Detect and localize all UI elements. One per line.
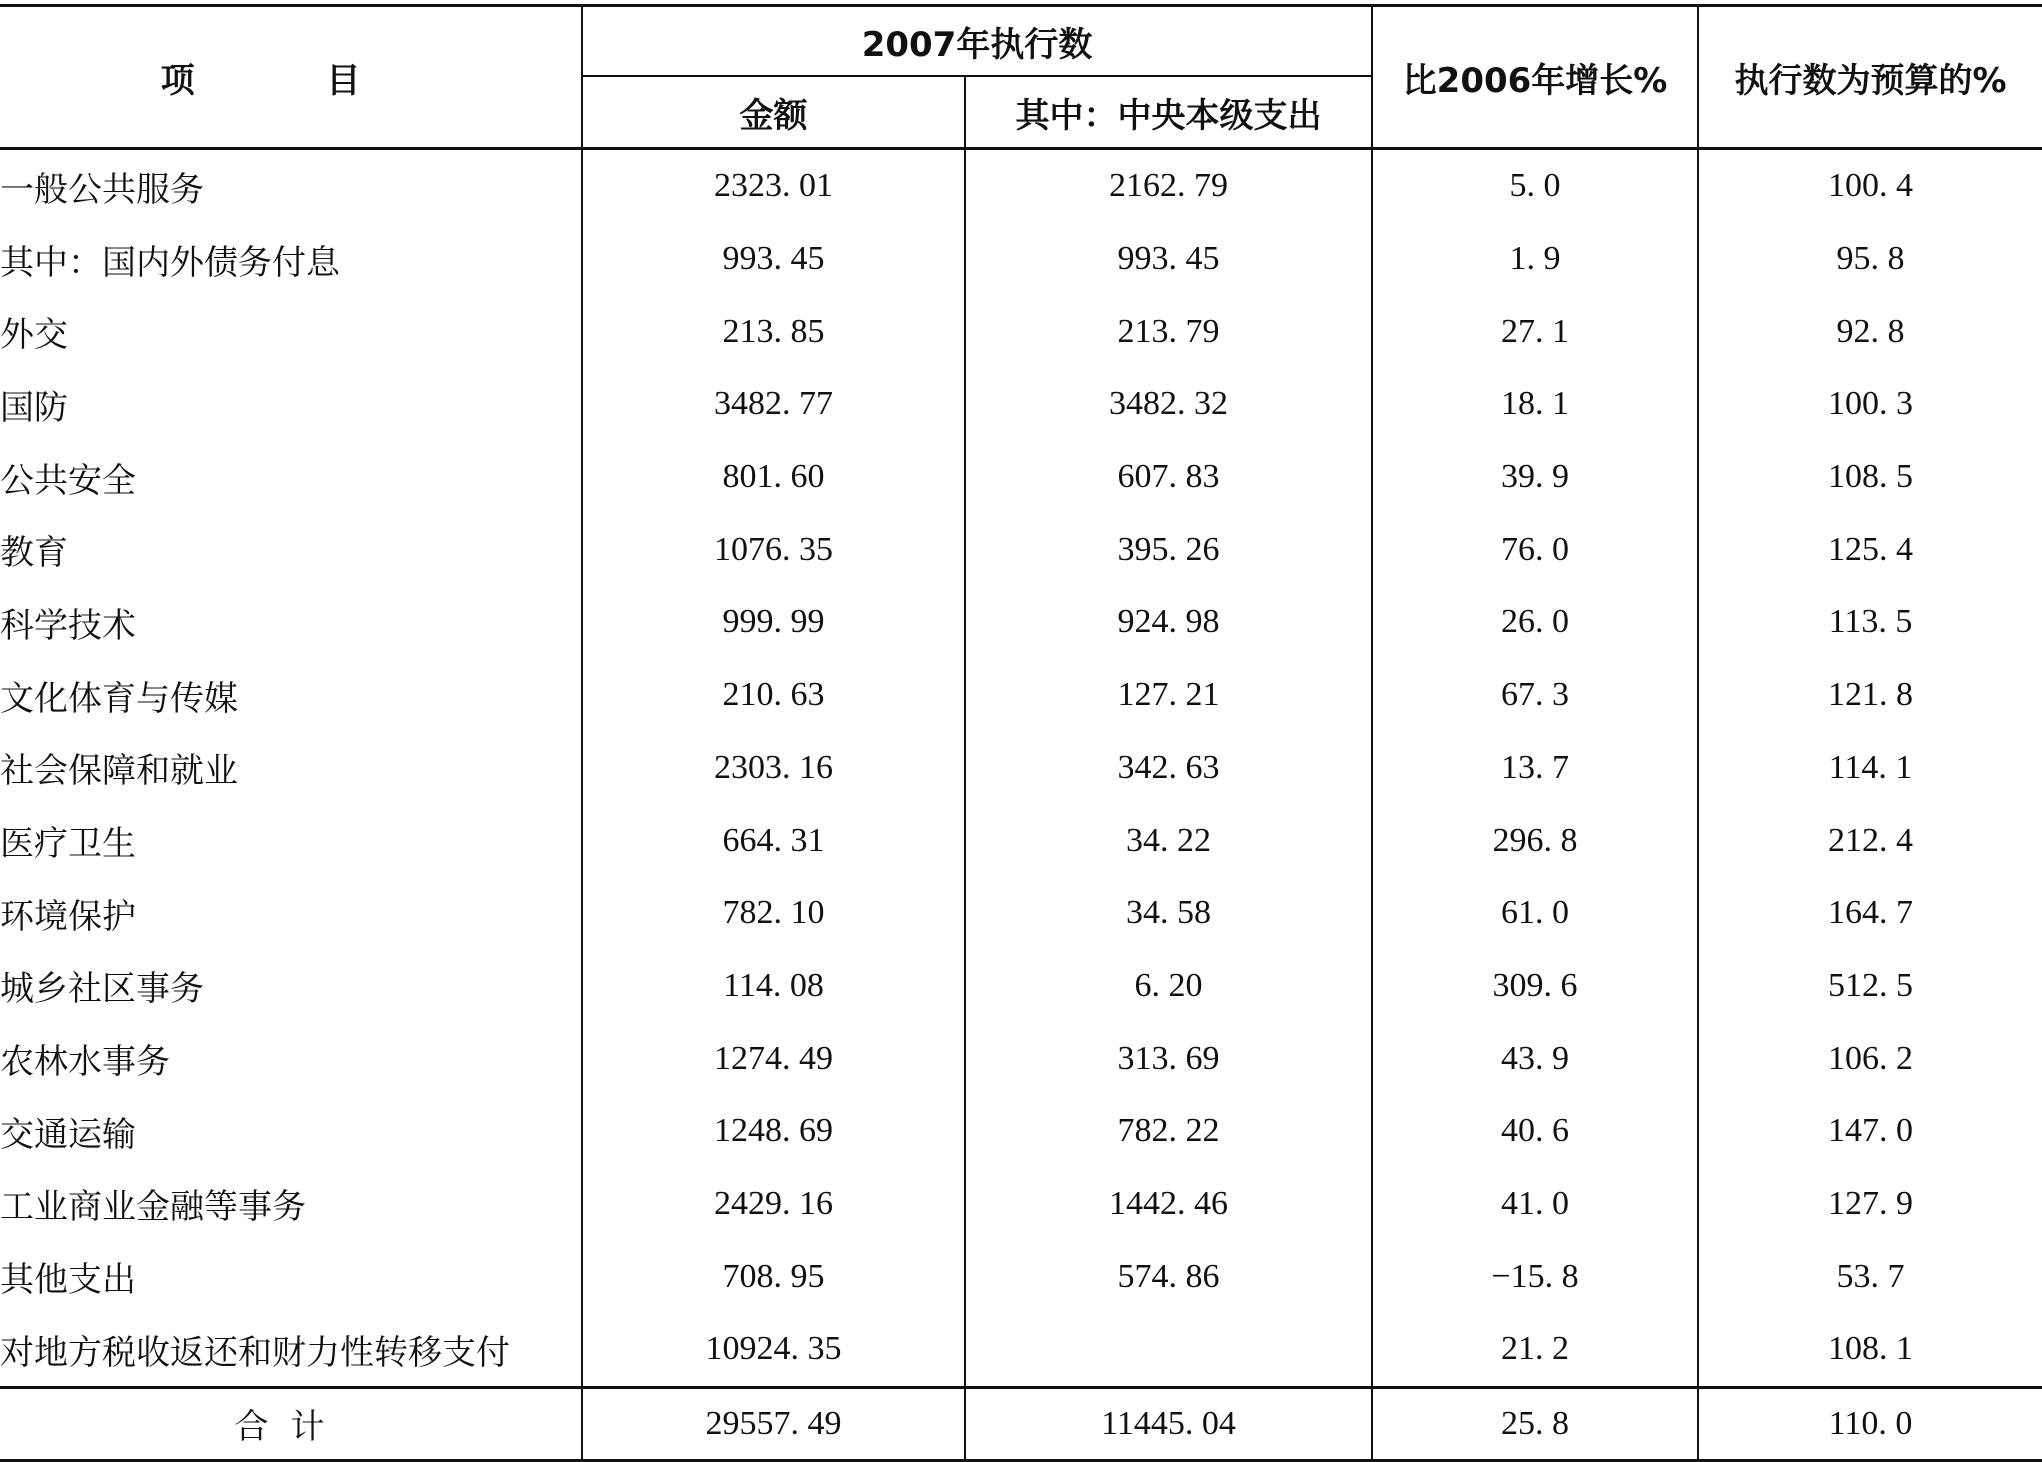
cell-growth: 76. 0 bbox=[1372, 513, 1698, 586]
cell-budget-pct: 108. 1 bbox=[1698, 1313, 2042, 1387]
cell-amount: 3482. 77 bbox=[582, 368, 965, 441]
cell-item: 对地方税收返还和财力性转移支付 bbox=[0, 1313, 582, 1387]
cell-central bbox=[965, 1313, 1372, 1387]
cell-amount: 708. 95 bbox=[582, 1240, 965, 1313]
cell-item: 科学技术 bbox=[0, 586, 582, 659]
cell-growth: 39. 9 bbox=[1372, 441, 1698, 514]
cell-central: 342. 63 bbox=[965, 732, 1372, 805]
cell-item: 交通运输 bbox=[0, 1095, 582, 1168]
cell-item: 工业商业金融等事务 bbox=[0, 1168, 582, 1241]
cell-central: 395. 26 bbox=[965, 513, 1372, 586]
cell-growth: −15. 8 bbox=[1372, 1240, 1698, 1313]
table-row bbox=[0, 877, 2042, 950]
total-amount: 29557. 49 bbox=[582, 1387, 965, 1460]
total-growth: 25. 8 bbox=[1372, 1387, 1698, 1460]
cell-growth: 18. 1 bbox=[1372, 368, 1698, 441]
cell-budget-pct: 512. 5 bbox=[1698, 950, 2042, 1023]
table-row bbox=[0, 1022, 2042, 1095]
header-item: 项 目 bbox=[0, 6, 582, 149]
cell-growth: 27. 1 bbox=[1372, 295, 1698, 368]
table-row bbox=[0, 1095, 2042, 1168]
cell-central: 2162. 79 bbox=[965, 149, 1372, 223]
cell-growth: 309. 6 bbox=[1372, 950, 1698, 1023]
cell-amount: 10924. 35 bbox=[582, 1313, 965, 1387]
cell-amount: 2303. 16 bbox=[582, 732, 965, 805]
total-label: 合计 bbox=[0, 1387, 582, 1460]
cell-item: 城乡社区事务 bbox=[0, 950, 582, 1023]
cell-growth: 13. 7 bbox=[1372, 732, 1698, 805]
table-row bbox=[0, 732, 2042, 805]
cell-amount: 999. 99 bbox=[582, 586, 965, 659]
cell-amount: 114. 08 bbox=[582, 950, 965, 1023]
table-row bbox=[0, 223, 2042, 296]
total-central: 11445. 04 bbox=[965, 1387, 1372, 1460]
cell-budget-pct: 127. 9 bbox=[1698, 1168, 2042, 1241]
cell-central: 574. 86 bbox=[965, 1240, 1372, 1313]
cell-item: 医疗卫生 bbox=[0, 804, 582, 877]
cell-item: 农林水事务 bbox=[0, 1022, 582, 1095]
cell-amount: 2323. 01 bbox=[582, 149, 965, 223]
cell-item: 社会保障和就业 bbox=[0, 732, 582, 805]
cell-amount: 210. 63 bbox=[582, 659, 965, 732]
cell-amount: 993. 45 bbox=[582, 223, 965, 296]
budget-execution-table bbox=[0, 4, 2042, 1462]
table-row bbox=[0, 950, 2042, 1023]
cell-amount: 1248. 69 bbox=[582, 1095, 965, 1168]
cell-central: 3482. 32 bbox=[965, 368, 1372, 441]
cell-budget-pct: 164. 7 bbox=[1698, 877, 2042, 950]
cell-growth: 1. 9 bbox=[1372, 223, 1698, 296]
cell-budget-pct: 92. 8 bbox=[1698, 295, 2042, 368]
cell-amount: 664. 31 bbox=[582, 804, 965, 877]
cell-growth: 26. 0 bbox=[1372, 586, 1698, 659]
cell-central: 213. 79 bbox=[965, 295, 1372, 368]
cell-amount: 782. 10 bbox=[582, 877, 965, 950]
cell-item: 其中：国内外债务付息 bbox=[0, 223, 582, 296]
cell-budget-pct: 95. 8 bbox=[1698, 223, 2042, 296]
table-body bbox=[0, 149, 2042, 1461]
table-row bbox=[0, 368, 2042, 441]
table-row bbox=[0, 295, 2042, 368]
table-row bbox=[0, 1168, 2042, 1241]
table-row bbox=[0, 441, 2042, 514]
cell-amount: 1274. 49 bbox=[582, 1022, 965, 1095]
cell-budget-pct: 147. 0 bbox=[1698, 1095, 2042, 1168]
total-budget-pct: 110. 0 bbox=[1698, 1387, 2042, 1460]
header-amount: 金额 bbox=[582, 76, 965, 149]
cell-central: 1442. 46 bbox=[965, 1168, 1372, 1241]
table-row bbox=[0, 1313, 2042, 1387]
cell-growth: 21. 2 bbox=[1372, 1313, 1698, 1387]
total-row bbox=[0, 1387, 2042, 1460]
cell-growth: 41. 0 bbox=[1372, 1168, 1698, 1241]
cell-central: 34. 58 bbox=[965, 877, 1372, 950]
cell-budget-pct: 53. 7 bbox=[1698, 1240, 2042, 1313]
cell-budget-pct: 106. 2 bbox=[1698, 1022, 2042, 1095]
cell-item: 教育 bbox=[0, 513, 582, 586]
table-row bbox=[0, 513, 2042, 586]
cell-item: 国防 bbox=[0, 368, 582, 441]
header-central-expenditure: 其中：中央本级支出 bbox=[965, 76, 1372, 149]
cell-budget-pct: 113. 5 bbox=[1698, 586, 2042, 659]
cell-budget-pct: 121. 8 bbox=[1698, 659, 2042, 732]
cell-amount: 1076. 35 bbox=[582, 513, 965, 586]
cell-growth: 40. 6 bbox=[1372, 1095, 1698, 1168]
cell-growth: 296. 8 bbox=[1372, 804, 1698, 877]
cell-item: 环境保护 bbox=[0, 877, 582, 950]
cell-item: 其他支出 bbox=[0, 1240, 582, 1313]
cell-central: 127. 21 bbox=[965, 659, 1372, 732]
table-row bbox=[0, 659, 2042, 732]
cell-growth: 43. 9 bbox=[1372, 1022, 1698, 1095]
cell-central: 782. 22 bbox=[965, 1095, 1372, 1168]
cell-central: 993. 45 bbox=[965, 223, 1372, 296]
cell-item: 外交 bbox=[0, 295, 582, 368]
cell-budget-pct: 108. 5 bbox=[1698, 441, 2042, 514]
cell-growth: 67. 3 bbox=[1372, 659, 1698, 732]
header-2007-execution: 2007年执行数 bbox=[582, 6, 1372, 77]
cell-amount: 2429. 16 bbox=[582, 1168, 965, 1241]
cell-item: 公共安全 bbox=[0, 441, 582, 514]
cell-central: 313. 69 bbox=[965, 1022, 1372, 1095]
header-execution-pct-of-budget: 执行数为预算的% bbox=[1698, 6, 2042, 149]
table-row bbox=[0, 149, 2042, 223]
cell-amount: 801. 60 bbox=[582, 441, 965, 514]
table-row bbox=[0, 586, 2042, 659]
cell-budget-pct: 125. 4 bbox=[1698, 513, 2042, 586]
header-growth-vs-2006: 比2006年增长% bbox=[1372, 6, 1698, 149]
cell-budget-pct: 114. 1 bbox=[1698, 732, 2042, 805]
cell-central: 34. 22 bbox=[965, 804, 1372, 877]
cell-central: 607. 83 bbox=[965, 441, 1372, 514]
cell-item: 一般公共服务 bbox=[0, 149, 582, 223]
table-row bbox=[0, 804, 2042, 877]
cell-budget-pct: 212. 4 bbox=[1698, 804, 2042, 877]
table-header bbox=[0, 6, 2042, 149]
cell-central: 6. 20 bbox=[965, 950, 1372, 1023]
cell-budget-pct: 100. 3 bbox=[1698, 368, 2042, 441]
cell-budget-pct: 100. 4 bbox=[1698, 149, 2042, 223]
cell-growth: 61. 0 bbox=[1372, 877, 1698, 950]
cell-central: 924. 98 bbox=[965, 586, 1372, 659]
cell-amount: 213. 85 bbox=[582, 295, 965, 368]
table-row bbox=[0, 1240, 2042, 1313]
cell-item: 文化体育与传媒 bbox=[0, 659, 582, 732]
cell-growth: 5. 0 bbox=[1372, 149, 1698, 223]
